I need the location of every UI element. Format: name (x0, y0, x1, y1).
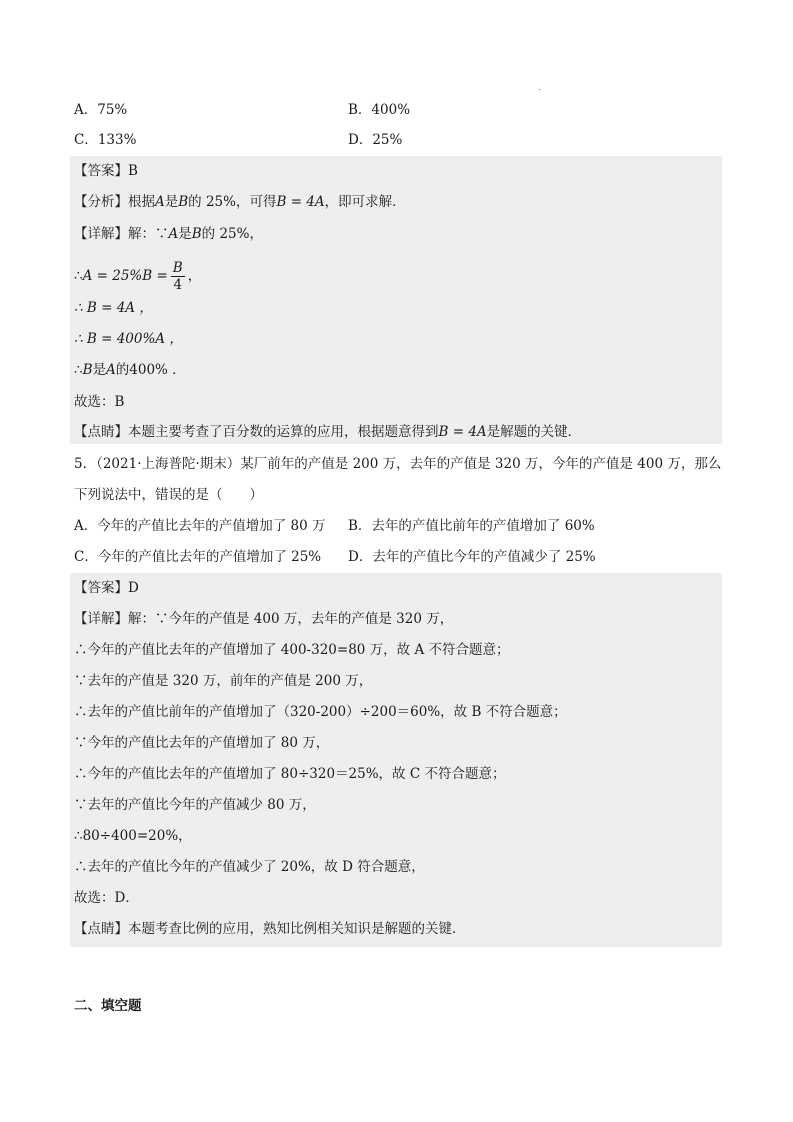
detail-q4: 【详解】解：∵A是B的 25%， (74, 226, 263, 242)
question-5-stem: 5．（2021·上海普陀·期末）某厂前年的产值是 200 万，去年的产值是 320 万，今年的产值是 400 万，那么 (74, 456, 722, 472)
answer-q5: 【答案】D (74, 580, 139, 596)
fraction: $\frac{B}{4}$ (172, 260, 183, 293)
option-c: C．133% (74, 132, 137, 148)
section-title: 二、填空题 (74, 998, 142, 1014)
step-3: ∴ B = 400%A ， (74, 331, 183, 347)
detail-line: ∴80÷400=20%， (74, 828, 192, 844)
detail-line: ∵去年的产值是 320 万，前年的产值是 200 万， (74, 673, 373, 689)
detail-line: ∵去年的产值比今年的产值减少 80 万， (74, 797, 316, 813)
option-row (74, 547, 724, 567)
step-2: ∴ B = 4A ， (74, 300, 153, 316)
step-4: ∴B是A的400% ． (74, 362, 186, 378)
detail-line: ∴去年的产值比前年的产值增加了（320-200）÷200＝60%，故 B 不符合题意； (74, 704, 567, 720)
option-d: D．去年的产值比今年的产值减少了 25% (348, 549, 596, 565)
comment-q4: 【点睛】本题主要考查了百分数的运算的应用，根据题意得到B = 4A是解题的关键． (74, 424, 582, 440)
comment-q5: 【点睛】本题考查比例的应用，熟知比例相关知识是解题的关键． (74, 921, 466, 937)
choice-q4: 故选：B (74, 394, 125, 410)
option-a: A．今年的产值比去年的产值增加了 80 万 (74, 518, 326, 534)
detail-line: 【详解】解：∵今年的产值是 400 万，去年的产值是 320 万， (74, 611, 454, 627)
option-row (74, 516, 724, 536)
option-b: B．400% (348, 102, 411, 118)
option-d: D．25% (348, 132, 403, 148)
detail-line: ∴今年的产值比去年的产值增加了 400-320=80 万，故 A 不符合题意； (74, 642, 510, 658)
option-a: A．75% (74, 102, 128, 118)
detail-line: ∴去年的产值比今年的产值减少了 20%，故 D 符合题意， (74, 859, 425, 875)
option-b: B．去年的产值比前年的产值增加了 60% (348, 518, 595, 534)
option-c: C．今年的产值比去年的产值增加了 25% (74, 549, 322, 565)
solution-block-q5 (70, 573, 722, 947)
page-mark: . (538, 83, 541, 92)
analysis-q4: 【分析】根据A是B的 25%，可得B = 4A，即可求解． (74, 194, 406, 210)
step-1: ∴A = 25%B = $\frac{B}{4}$ ， (74, 260, 202, 293)
choice-q5: 故选：D． (74, 890, 139, 906)
option-row (74, 100, 724, 120)
question-5-stem-cont: 下列说法中，错误的是（ ） (74, 487, 263, 503)
detail-line: ∵今年的产值比去年的产值增加了 80 万， (74, 735, 330, 751)
detail-line: ∴今年的产值比去年的产值增加了 80÷320＝25%，故 C 不符合题意； (74, 766, 506, 782)
answer-q4: 【答案】B (74, 163, 138, 179)
option-row (74, 130, 724, 150)
